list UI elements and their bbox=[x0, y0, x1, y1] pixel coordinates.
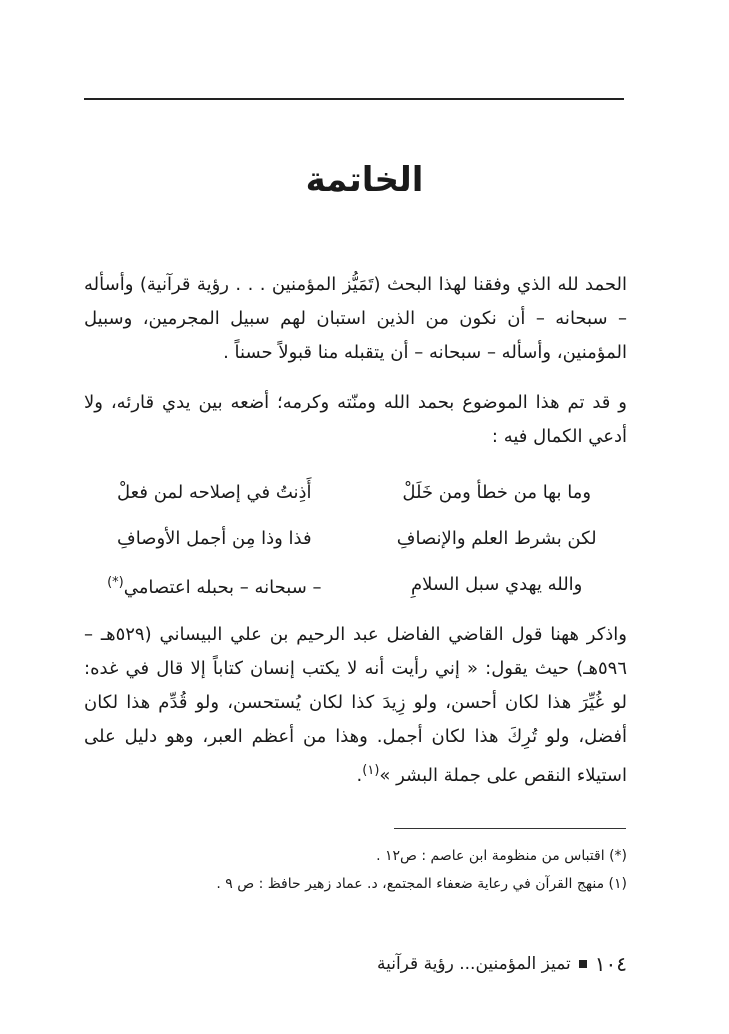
top-rule bbox=[84, 98, 624, 100]
footnote-marker: (١) bbox=[362, 763, 380, 778]
footnote: (١) منهج القرآن في رعاية ضعفاء المجتمع، د. عماد زهير حافظ : ص ٩ . bbox=[216, 876, 627, 892]
verse-second-hemistich: – سبحانه – بحبله اعتصامي bbox=[123, 576, 322, 598]
verse-first-hemistich: وما بها من خطأ ومن خَلَلْ bbox=[402, 482, 592, 503]
poem-verses bbox=[84, 470, 627, 608]
verse-second-hemistich: أَذِنتُ في إصلاحه لمن فعلْ bbox=[117, 482, 312, 503]
paragraph: الحمد لله الذي وفقنا لهذا البحث (تَمَيُّز المؤمنين . . . رؤية قرآنية) وأسأله – سبحانه – أن نكون من الذين استبان لهم سبيل المجرمين، وسبيل المؤمنين، وأسأله – سبحانه – أن يتقبله منا قبولاً حسناً . bbox=[84, 274, 627, 363]
verse-row bbox=[84, 470, 627, 516]
page-title: الخاتمة bbox=[305, 160, 424, 200]
book-title: تميز المؤمنين... رؤية قرآنية bbox=[376, 954, 571, 974]
verse-first-hemistich: لكن بشرط العلم والإنصافِ bbox=[396, 528, 597, 549]
footnote: (*) اقتباس من منظومة ابن عاصم : ص١٢ . bbox=[376, 848, 627, 864]
quote-paragraph-wrap bbox=[84, 618, 627, 793]
footnotes bbox=[84, 842, 627, 898]
page-number: ١٠٤ bbox=[594, 952, 627, 976]
paragraph: و قد تم هذا الموضوع بحمد الله ومنّته وكرمه؛ أضعه بين يدي قارئه، ولا أدعي الكمال فيه : bbox=[84, 392, 627, 447]
quote-end: . bbox=[356, 765, 363, 786]
verse-second-hemistich: فذا وذا مِن أجمل الأوصافِ bbox=[117, 528, 312, 549]
footnote-marker: (*) bbox=[107, 574, 124, 590]
verse-second-hemistich-wrap bbox=[84, 566, 345, 605]
footnote-rule bbox=[394, 828, 626, 829]
verse-first-hemistich: والله يهدي سبل السلامِ bbox=[411, 574, 583, 595]
quote-paragraph: واذكر ههنا قول القاضي الفاضل عبد الرحيم بن علي البيساني (٥٢٩هـ – ٥٩٦هـ) حيث يقول: « إني رأيت أنه لا يكتب إنسان كتاباً إلا قال في غده: لو غُيِّرَ هذا لكان أحسن، ولو زِيدَ كذا لكان يُستحسن، ولو قُدِّم هذا لكان أفضل، ولو تُرِكَ هذا لكان أجمل. وهذا من أعظم العبر، وهو دليل على استيلاء النقص على جملة البشر » bbox=[84, 624, 627, 786]
square-bullet-icon bbox=[579, 960, 587, 968]
verse-row bbox=[84, 562, 627, 608]
verse-row bbox=[84, 516, 627, 562]
page-footer bbox=[84, 952, 627, 976]
body-text bbox=[84, 268, 627, 793]
